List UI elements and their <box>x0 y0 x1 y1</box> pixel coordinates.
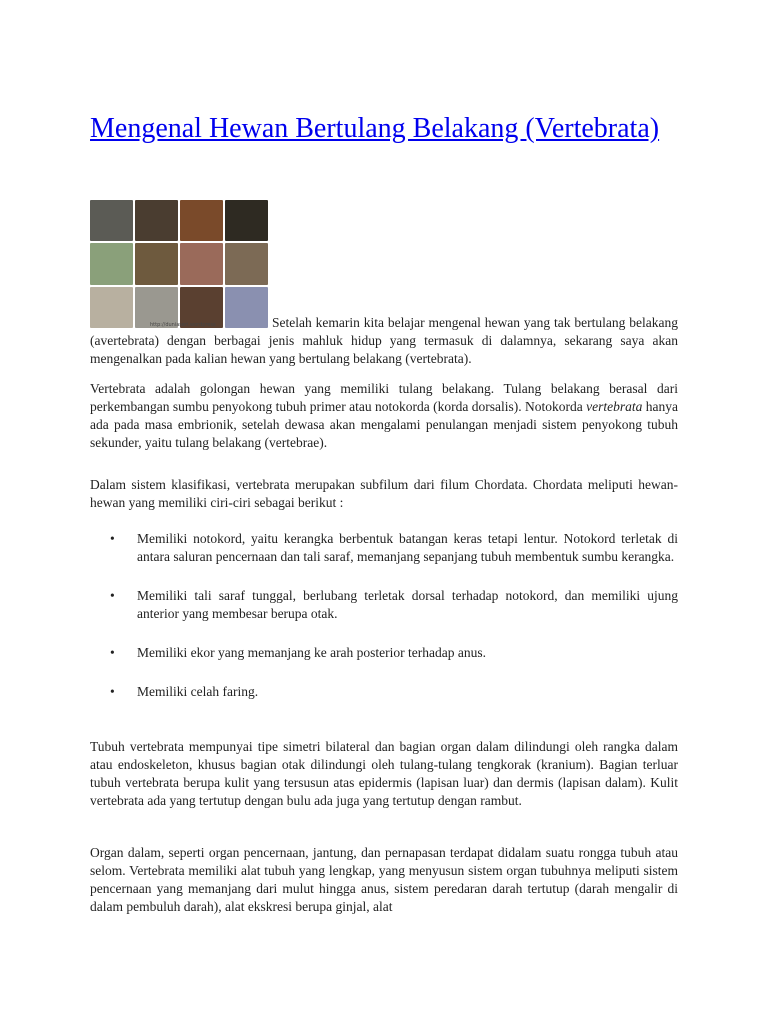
list-item-text: Memiliki tali saraf tunggal, berlubang terletak dorsal terhadap notokord, dan memiliki ujung anterior yang membesar berupa otak. <box>137 588 678 621</box>
collage-photo <box>135 243 178 284</box>
article-title-link[interactable]: Mengenal Hewan Bertulang Belakang (Vertebrata) <box>90 113 660 144</box>
paragraph-internal-organs <box>90 844 678 916</box>
collage-photo <box>90 200 133 241</box>
collage-photo <box>90 287 133 328</box>
paragraph-text: Dalam sistem klasifikasi, vertebrata merupakan subfilum dari filum Chordata. Chordata meliputi hewan-hewan yang memiliki ciri-ciri sebagai berikut : <box>90 477 678 510</box>
collage-photo <box>225 243 268 284</box>
list-item <box>110 644 678 662</box>
paragraph-definition <box>90 380 678 452</box>
collage-photo <box>180 243 223 284</box>
bullet-icon: • <box>110 531 115 546</box>
list-item <box>110 530 678 566</box>
paragraph-text: Tubuh vertebrata mempunyai tipe simetri bilateral dan bagian organ dalam dilindungi oleh rangka dalam atau endoskeleton, khusus bagian otak dilindungi oleh tulang-tulang tengkorak (kranium). Bagian terluar tubuh vertebrata berupa kulit yang tersusun atas epidermis (lapisan luar) dan dermis (lapisan dalam). Kulit vertebrata ada yang tertutup dengan bulu ada juga yang tertutup dengan rambut. <box>90 739 678 808</box>
bullet-icon: • <box>110 588 115 603</box>
collage-photo <box>225 200 268 241</box>
intro-block <box>90 200 678 368</box>
list-item <box>110 683 678 701</box>
list-item-text: Memiliki ekor yang memanjang ke arah posterior terhadap anus. <box>137 645 487 660</box>
collage-photo <box>225 287 268 328</box>
chordata-characteristics-list <box>110 530 678 722</box>
bullet-icon: • <box>110 645 115 660</box>
italic-term: vertebrata <box>586 399 643 414</box>
intro-paragraph: Setelah kemarin kita belajar mengenal hewan yang tak bertulang belakang (avertebrata) dengan berbagai jenis mahluk hidup yang termasuk di dalamnya, sekarang saya akan mengenalkan pada kalian hewan yang bertulang belakang (vertebrata). <box>90 315 678 366</box>
list-item-text: Memiliki notokord, yaitu kerangka berbentuk batangan keras tetapi lentur. Notokord terletak di antara saluran pencernaan dan tali saraf, memanjang sepanjang tubuh membentuk sumbu kerangka. <box>137 531 678 564</box>
paragraph-text: hanya ada pada masa embrionik, setelah dewasa akan mengalami penulangan menjadi sistem penyokong tubuh sekunder, yaitu tulang belakang (vertebrae). <box>90 399 678 450</box>
collage-photo <box>180 200 223 241</box>
paragraph-body-structure <box>90 738 678 810</box>
list-item-text: Memiliki celah faring. <box>137 684 259 699</box>
bullet-icon: • <box>110 684 115 699</box>
vertebrate-collage-image <box>90 200 268 328</box>
paragraph-classification <box>90 476 678 512</box>
paragraph-text: Vertebrata adalah golongan hewan yang memiliki tulang belakang. Tulang belakang berasal dari perkembangan sumbu penyokong tubuh primer atau notokorda (korda dorsalis). Notokorda <box>90 381 678 414</box>
list-item <box>110 587 678 623</box>
collage-photo <box>90 243 133 284</box>
image-caption: http://duniaseri.wordpress <box>150 322 216 328</box>
paragraph-text: Organ dalam, seperti organ pencernaan, jantung, dan pernapasan terdapat didalam suatu rongga tubuh atau selom. Vertebrata memiliki alat tubuh yang lengkap, yang menyusun sistem organ tubuhnya meliputi sistem pencernaan yang memanjang dari mulut hingga anus, sistem peredaran darah tertutup (darah mengalir di dalam pembuluh darah), alat ekskresi berupa ginjal, alat <box>90 845 678 914</box>
collage-photo <box>135 200 178 241</box>
